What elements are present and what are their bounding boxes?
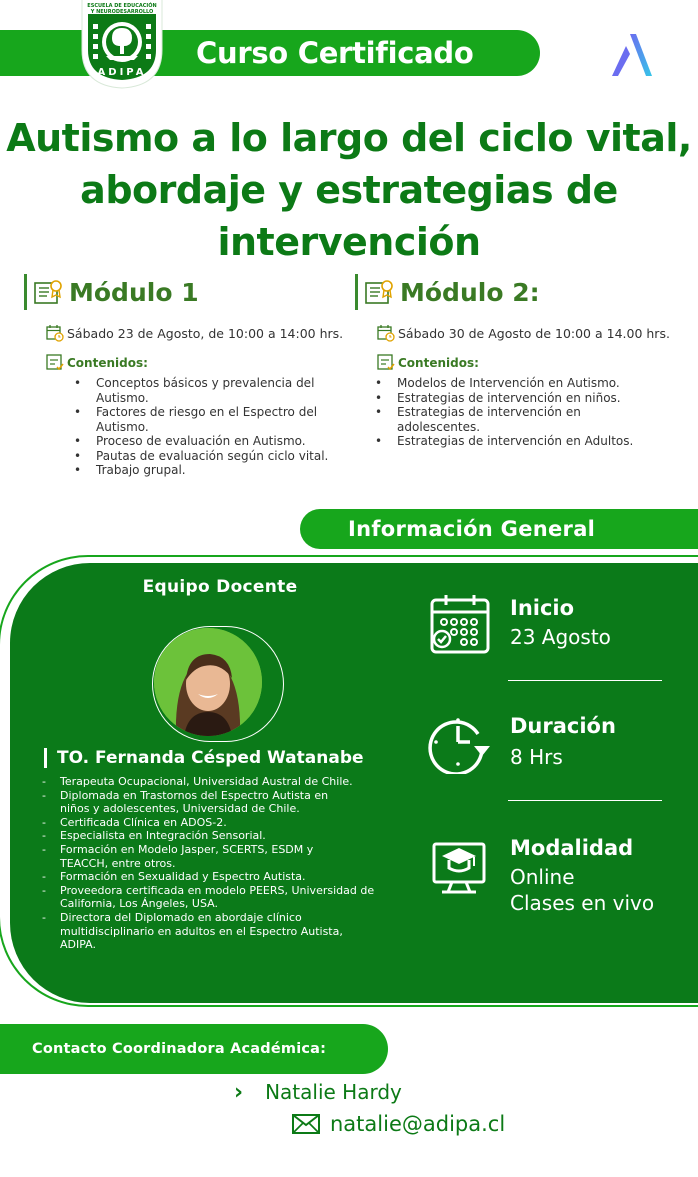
inicio-label: Inicio bbox=[510, 596, 575, 620]
module-2-contents-label: Contenidos: bbox=[398, 356, 479, 370]
module-1-contents-label: Contenidos: bbox=[67, 356, 148, 370]
list-item: - Formación en Sexualidad y Espectro Autista. bbox=[40, 870, 380, 884]
list-item: - Formación en Modelo Jasper, SCERTS, ESDM y TEACCH, entre otros. bbox=[40, 843, 380, 870]
list-item: - Directora del Diplomado en abordaje clínico multidisciplinario en adultos en el Espectro Autista, ADIPA. bbox=[40, 911, 380, 952]
module-2-contents-label-row bbox=[377, 354, 685, 372]
module-1-header bbox=[24, 274, 354, 310]
certificate-icon bbox=[364, 277, 394, 307]
inicio-value: 23 Agosto bbox=[510, 625, 611, 649]
list-item: • Trabajo grupal. bbox=[74, 463, 354, 478]
module-2-header bbox=[355, 274, 685, 310]
modalidad-value-1: Online bbox=[510, 865, 575, 889]
teacher-photo bbox=[154, 628, 262, 736]
module-1-date-row bbox=[46, 324, 354, 342]
course-title-line-2: abordaje y estrategias de bbox=[80, 168, 618, 212]
checklist-icon bbox=[377, 354, 395, 372]
duracion-label: Duración bbox=[510, 714, 616, 738]
clock-icon bbox=[428, 710, 492, 774]
list-item: - Terapeuta Ocupacional, Universidad Austral de Chile. bbox=[40, 775, 380, 789]
course-title bbox=[0, 112, 698, 268]
list-item: - Certificada Clínica en ADOS-2. bbox=[40, 816, 380, 830]
contact-name-row bbox=[234, 1078, 402, 1106]
svg-text:ADIPA: ADIPA bbox=[97, 67, 147, 78]
list-item: • Pautas de evaluación según ciclo vital. bbox=[74, 449, 354, 464]
course-title-line-3: intervención bbox=[217, 220, 481, 264]
module-2 bbox=[355, 274, 685, 449]
list-item: • Estrategias de intervención en niños. bbox=[375, 391, 685, 406]
teacher-credentials bbox=[40, 775, 380, 952]
list-item: • Estrategias de intervención en adolescentes. bbox=[375, 405, 685, 434]
svg-text:Y NEURODESARROLLO: Y NEURODESARROLLO bbox=[90, 9, 154, 15]
module-2-contents-list bbox=[375, 376, 685, 449]
adipa-school-logo bbox=[78, 0, 166, 90]
list-item: • Estrategias de intervención en Adultos. bbox=[375, 434, 685, 449]
course-badge: Curso Certificado bbox=[196, 36, 474, 70]
course-title-line-1: Autismo a lo largo del ciclo vital, bbox=[6, 116, 692, 160]
list-item: • Conceptos básicos y prevalencia del Autismo. bbox=[74, 376, 354, 405]
modalidad-value-2: Clases en vivo bbox=[510, 891, 655, 915]
team-title: Equipo Docente bbox=[142, 577, 298, 597]
online-class-icon bbox=[428, 834, 492, 898]
teacher-portrait-image bbox=[154, 628, 262, 736]
module-1 bbox=[24, 274, 354, 478]
contact-name: Natalie Hardy bbox=[265, 1080, 402, 1104]
list-item: - Diplomada en Trastornos del Espectro Autista en niños y adolescentes, Universidad de Chile. bbox=[40, 789, 380, 816]
checklist-icon bbox=[46, 354, 64, 372]
chevron-right-icon: › bbox=[234, 1079, 244, 1105]
contact-email-link[interactable]: natalie@adipa.cl bbox=[330, 1112, 506, 1136]
duracion-value: 8 Hrs bbox=[510, 745, 563, 769]
list-item: - Proveedora certificada en modelo PEERS, Universidad de California, Los Ángeles, USA. bbox=[40, 884, 380, 911]
info-general-title: Información General bbox=[348, 517, 596, 541]
contact-title: Contacto Coordinadora Académica: bbox=[32, 1041, 327, 1057]
module-2-title: Módulo 2: bbox=[400, 277, 540, 307]
calendar-icon bbox=[428, 592, 492, 656]
calendar-clock-icon bbox=[377, 324, 395, 342]
list-item: - Especialista en Integración Sensorial. bbox=[40, 829, 380, 843]
module-2-date: Sábado 30 de Agosto de 10:00 a 14.00 hrs. bbox=[398, 325, 670, 341]
modalidad-label: Modalidad bbox=[510, 836, 634, 860]
module-1-title: Módulo 1 bbox=[69, 277, 199, 307]
svg-text:ESCUELA DE EDUCACIÓN: ESCUELA DE EDUCACIÓN bbox=[87, 3, 157, 9]
module-1-contents-list bbox=[74, 376, 354, 478]
module-1-contents-label-row bbox=[46, 354, 354, 372]
calendar-clock-icon bbox=[46, 324, 64, 342]
list-item: • Modelos de Intervención en Autismo. bbox=[375, 376, 685, 391]
contact-email-row[interactable] bbox=[292, 1110, 505, 1138]
certificate-icon bbox=[33, 277, 63, 307]
teacher-name: TO. Fernanda Césped Watanabe bbox=[44, 748, 364, 768]
list-item: • Factores de riesgo en el Espectro del Autismo. bbox=[74, 405, 354, 434]
module-2-date-row bbox=[377, 324, 685, 342]
divider bbox=[508, 680, 662, 681]
adipa-a-logo-icon bbox=[606, 30, 656, 80]
module-1-date: Sábado 23 de Agosto, de 10:00 a 14:00 hrs. bbox=[67, 325, 344, 341]
mail-icon bbox=[292, 1114, 320, 1134]
divider bbox=[508, 800, 662, 801]
list-item: • Proceso de evaluación en Autismo. bbox=[74, 434, 354, 449]
